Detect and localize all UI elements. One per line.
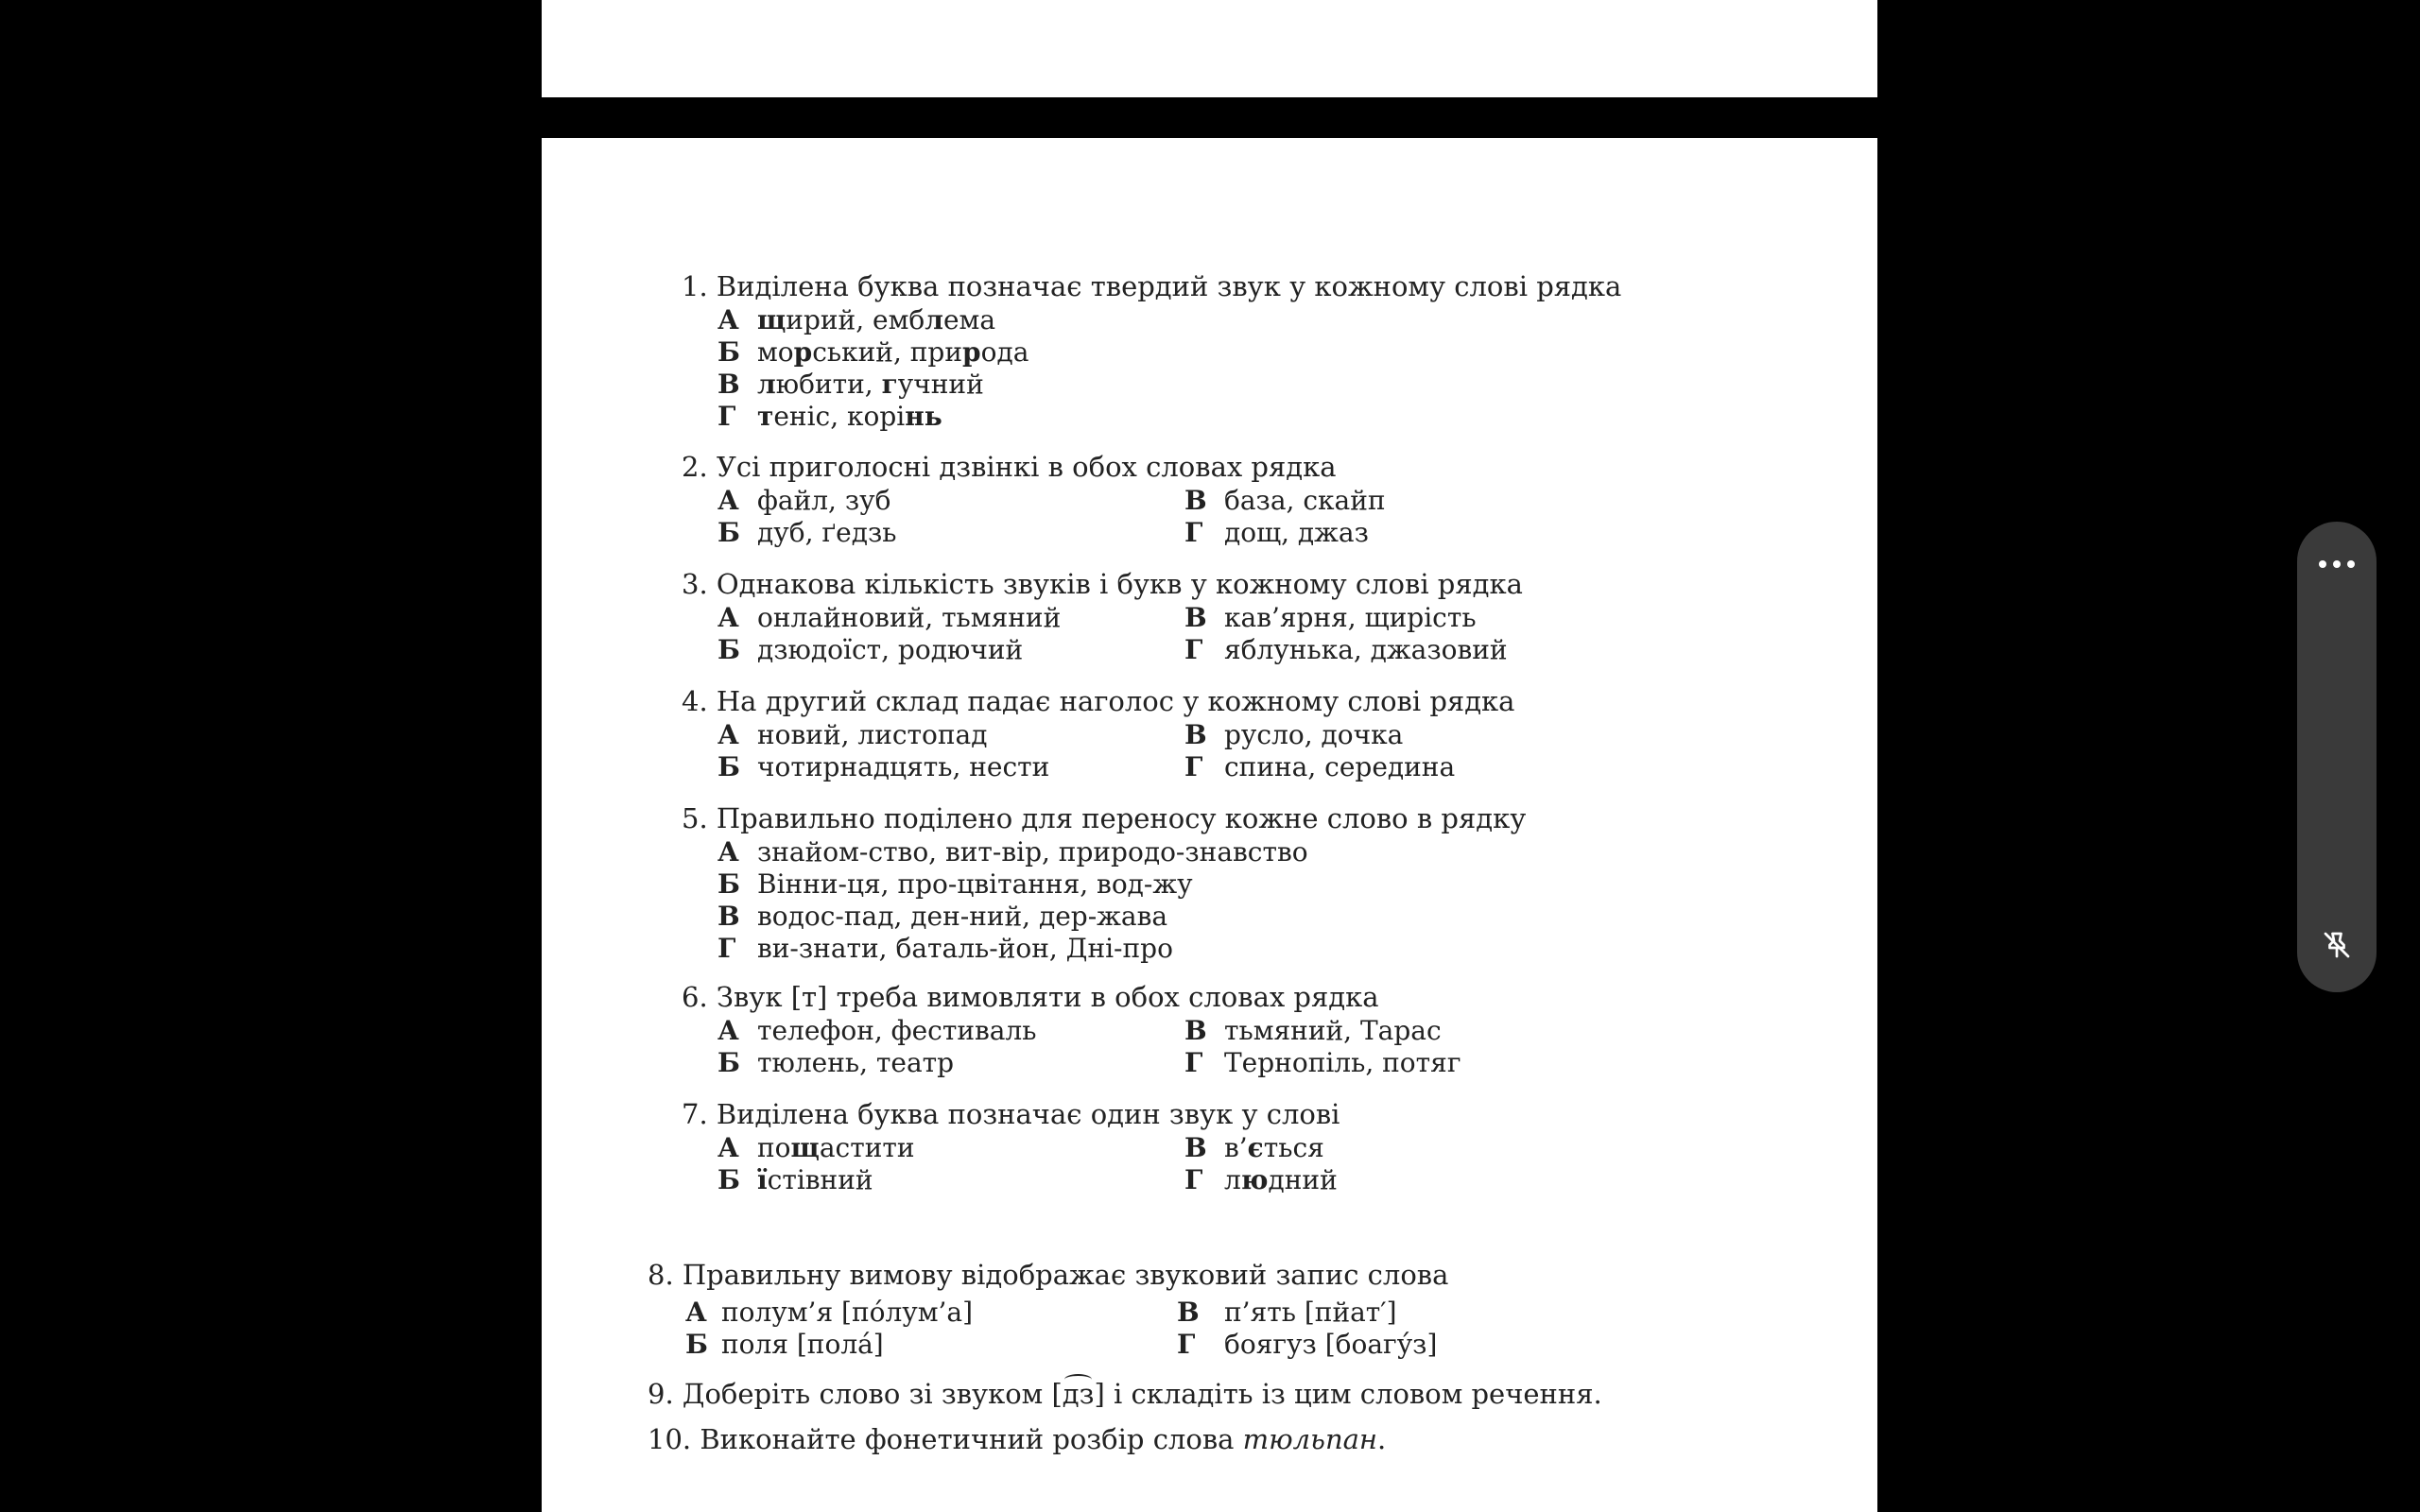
answer-option[interactable] <box>717 1164 873 1196</box>
option-letter: В <box>717 369 740 400</box>
option-letter: Б <box>717 1164 740 1195</box>
option-text: тьмяний, Тарас <box>1224 1015 1442 1046</box>
option-letter: В <box>1184 719 1207 750</box>
option-letter: Б <box>685 1329 708 1360</box>
question-number: 3. <box>682 568 708 600</box>
question-number: 1. <box>682 270 708 302</box>
highlighted-letter: р <box>962 336 981 368</box>
answer-option[interactable] <box>717 602 1061 634</box>
option-text: дощ, джаз <box>1224 517 1369 548</box>
option-text: кав’ярня, щирість <box>1224 602 1477 633</box>
previous-page-bottom <box>542 0 1877 97</box>
answer-option[interactable] <box>717 336 1028 369</box>
highlighted-letter: нь <box>905 401 942 432</box>
highlighted-letter: г <box>881 369 898 400</box>
option-letter: Г <box>1184 1164 1203 1195</box>
option-text: Тернопіль, потяг <box>1224 1047 1461 1078</box>
question-text: Виконайте фонетичний розбір слова <box>700 1423 1243 1455</box>
answer-option[interactable] <box>717 868 1193 901</box>
highlighted-letter: т <box>757 401 774 432</box>
option-letter: В <box>717 901 740 932</box>
answer-option[interactable] <box>717 634 1023 666</box>
answer-option[interactable] <box>717 304 995 336</box>
question-text: Правильну вимову відображає звуковий запис слова <box>682 1259 1449 1291</box>
question-text: На другий склад падає наголос у кожному слові рядка <box>716 685 1515 717</box>
option-letter: Б <box>717 336 740 368</box>
option-text: яблунька, джазовий <box>1224 634 1508 665</box>
question-3 <box>682 568 1523 600</box>
question-9 <box>648 1378 1602 1410</box>
question-number: 4. <box>682 685 708 717</box>
option-text: тюлень, театр <box>757 1047 955 1078</box>
question-number: 9. <box>648 1378 674 1410</box>
option-text: знайом-ство, вит-вір, природо-знавство <box>757 836 1308 868</box>
question-number: 8. <box>648 1259 674 1291</box>
answer-option[interactable] <box>1184 1164 1338 1196</box>
answer-option[interactable] <box>717 517 897 549</box>
question-number: 2. <box>682 451 708 483</box>
question-10 <box>648 1423 1386 1455</box>
answer-option[interactable] <box>717 719 987 751</box>
option-letter: А <box>717 304 739 335</box>
option-letter: В <box>1184 485 1207 516</box>
option-letter: Г <box>717 401 736 432</box>
option-text: ема <box>942 304 996 335</box>
question-8 <box>648 1259 1448 1291</box>
option-text: ода <box>980 336 1029 368</box>
option-letter: А <box>717 485 739 516</box>
option-letter: Б <box>717 517 740 548</box>
answer-option[interactable] <box>717 1015 1036 1047</box>
answer-option[interactable] <box>685 1329 884 1361</box>
question-2 <box>682 451 1337 483</box>
answer-option[interactable] <box>717 401 942 433</box>
option-letter: А <box>717 602 739 633</box>
question-4 <box>682 685 1514 717</box>
side-panel <box>2297 522 2377 992</box>
option-letter: А <box>717 1132 739 1163</box>
option-letter: Г <box>1184 751 1203 782</box>
highlighted-letter: є <box>1247 1132 1264 1163</box>
question-6 <box>682 981 1379 1013</box>
highlighted-letter: л <box>925 304 943 335</box>
option-text: спина, середина <box>1224 751 1456 782</box>
option-letter: В <box>1184 1015 1207 1046</box>
answer-option[interactable] <box>717 901 1167 933</box>
answer-option[interactable] <box>1184 602 1477 634</box>
option-text: база, скайп <box>1224 485 1386 516</box>
option-letter: Г <box>1177 1329 1196 1360</box>
answer-option[interactable] <box>717 1047 954 1079</box>
answer-option[interactable] <box>717 836 1308 868</box>
option-text: п’ять [пйат′] <box>1224 1297 1397 1328</box>
question-7 <box>682 1098 1340 1130</box>
answer-option[interactable] <box>717 485 890 517</box>
answer-option[interactable] <box>1184 485 1386 517</box>
option-letter: В <box>1177 1297 1200 1328</box>
quiz-content <box>542 138 1877 1512</box>
option-letter: Б <box>717 634 740 665</box>
question-text: Усі приголосні дзвінкі в обох словах рядка <box>716 451 1337 483</box>
highlighted-letter: щ <box>790 1132 820 1163</box>
question-end: . <box>1377 1423 1387 1455</box>
answer-option[interactable] <box>1184 1015 1442 1047</box>
option-letter: Г <box>1184 634 1203 665</box>
option-text: ться <box>1263 1132 1324 1163</box>
option-text: дзюдоїст, родючий <box>757 634 1024 665</box>
answer-option[interactable] <box>1184 517 1369 549</box>
question-text: ] і складіть із цим словом речення. <box>1094 1378 1602 1410</box>
answer-option[interactable] <box>1184 634 1508 666</box>
question-text: Правильно поділено для переносу кожне слово в рядку <box>716 802 1527 834</box>
option-text: юбити, <box>775 369 882 400</box>
option-text: новий, листопад <box>757 719 988 750</box>
option-text: файл, зуб <box>757 485 891 516</box>
question-number: 5. <box>682 802 708 834</box>
option-text: русло, дочка <box>1224 719 1404 750</box>
option-text: астити <box>819 1132 915 1163</box>
option-letter: В <box>1184 1132 1207 1163</box>
answer-option[interactable] <box>685 1297 973 1329</box>
pin-off-icon[interactable] <box>2320 928 2354 962</box>
answer-option[interactable] <box>1184 1047 1461 1079</box>
option-text: в’ <box>1224 1132 1248 1163</box>
question-number: 10. <box>648 1423 692 1455</box>
question-text: Звук [т] треба вимовляти в обох словах рядка <box>716 981 1379 1013</box>
analysis-word: тюльпан <box>1242 1423 1378 1455</box>
option-letter: Б <box>717 868 740 900</box>
option-text: водос-пад, ден-ний, дер-жава <box>757 901 1168 932</box>
answer-option[interactable] <box>1184 751 1455 783</box>
highlighted-letter: щ <box>757 304 786 335</box>
question-number: 7. <box>682 1098 708 1130</box>
option-text: дний <box>1268 1164 1338 1195</box>
option-letter: А <box>685 1297 707 1328</box>
option-letter: Г <box>1184 1047 1203 1078</box>
option-text: л <box>1224 1164 1241 1195</box>
option-letter: А <box>717 719 739 750</box>
option-letter: А <box>717 836 739 868</box>
question-number: 6. <box>682 981 708 1013</box>
option-text: Вінни-ця, про-цвітання, вод-жу <box>757 868 1193 900</box>
option-text: ирий, емб <box>786 304 925 335</box>
question-text: Однакова кількість звуків і букв у кожному слові рядка <box>716 568 1523 600</box>
option-letter: Б <box>717 1047 740 1078</box>
answer-option[interactable] <box>1177 1297 1397 1329</box>
option-text: стівний <box>767 1164 873 1195</box>
option-text: онлайновий, тьмяний <box>757 602 1062 633</box>
answer-option[interactable] <box>1184 719 1403 751</box>
highlighted-letter: ю <box>1240 1164 1269 1195</box>
question-text: Доберіть слово зі звуком [ <box>682 1378 1063 1410</box>
option-text: ський, при <box>812 336 963 368</box>
option-letter: Б <box>717 751 740 782</box>
answer-option[interactable] <box>717 369 984 401</box>
option-text: ви-знати, баталь-йон, Дні-про <box>757 933 1173 964</box>
answer-option[interactable] <box>717 933 1173 965</box>
option-letter: А <box>717 1015 739 1046</box>
answer-option[interactable] <box>1177 1329 1437 1361</box>
sound-transcription: дз <box>1062 1378 1095 1410</box>
answer-option[interactable] <box>717 1132 915 1164</box>
option-text: боягуз [боагу́з] <box>1224 1329 1438 1360</box>
document-page <box>542 138 1877 1512</box>
option-text: учний <box>897 369 984 400</box>
option-text: телефон, фестиваль <box>757 1015 1037 1046</box>
more-dots-icon[interactable] <box>2297 550 2377 578</box>
answer-option[interactable] <box>1184 1132 1324 1164</box>
option-letter: В <box>1184 602 1207 633</box>
option-text: по <box>757 1132 791 1163</box>
highlighted-letter: р <box>793 336 813 368</box>
question-text: Виділена буква позначає один звук у слові <box>716 1098 1340 1130</box>
highlighted-letter: л <box>757 369 776 400</box>
question-text: Виділена буква позначає твердий звук у кожному слові рядка <box>716 270 1622 302</box>
question-1 <box>682 270 1621 302</box>
answer-option[interactable] <box>717 751 1049 783</box>
option-text: еніс, корі <box>773 401 906 432</box>
option-text: мо <box>757 336 794 368</box>
question-5 <box>682 802 1526 834</box>
option-text: поля [пола́] <box>721 1329 884 1360</box>
highlighted-letter: ї <box>757 1164 768 1195</box>
option-text: полум’я [по́лум’а] <box>721 1297 974 1328</box>
option-text: дуб, ґедзь <box>757 517 897 548</box>
option-text: чотирнадцять, нести <box>757 751 1050 782</box>
option-letter: Г <box>1184 517 1203 548</box>
option-letter: Г <box>717 933 736 964</box>
